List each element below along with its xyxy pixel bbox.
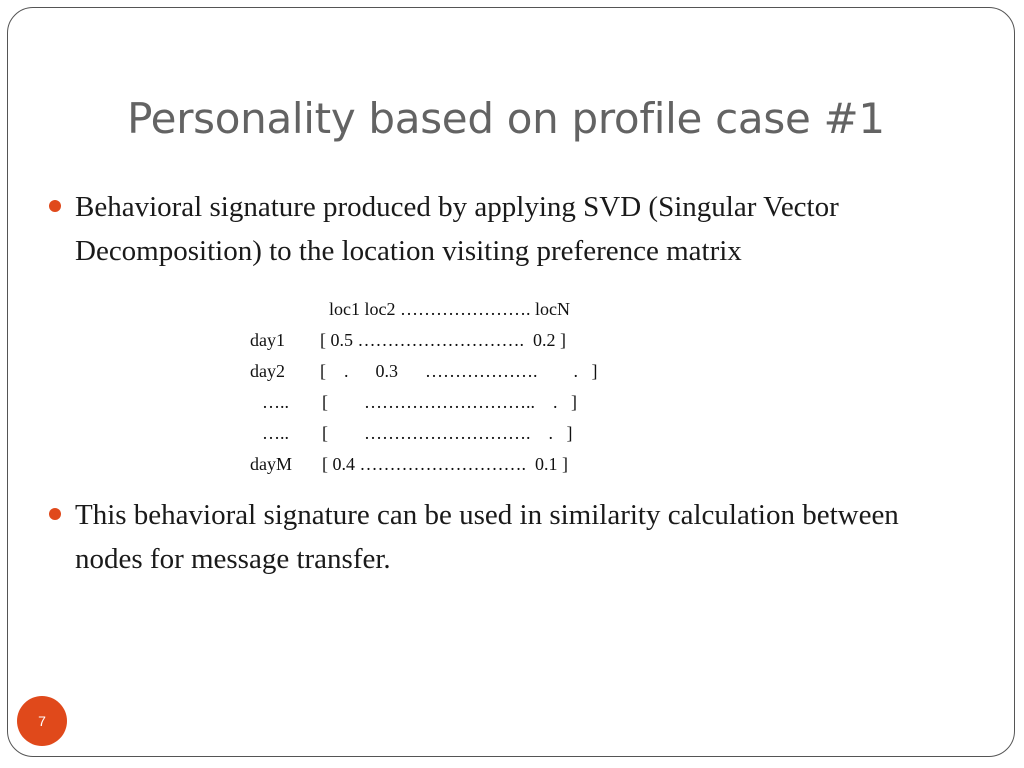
matrix-row-label: ….. xyxy=(262,392,289,412)
bullet-text-1: Behavioral signature produced by applying SVD (Singular Vector Decomposition) to the location visiting preference matrix xyxy=(75,191,839,267)
matrix-row-values: [ ………………………. . ] xyxy=(322,423,573,443)
matrix-row-values: [ ……………………….. . ] xyxy=(322,392,577,412)
slide-title: Personality based on profile case #1 xyxy=(127,94,885,143)
slide-number-badge: 7 xyxy=(17,696,67,746)
matrix-row-label: ….. xyxy=(262,423,289,443)
matrix-row-label: day2 xyxy=(250,361,285,381)
bullet-text-2: This behavioral signature can be used in similarity calculation between nodes for message transfer. xyxy=(75,499,899,575)
matrix-header: loc1 loc2 …………………. locN xyxy=(329,299,570,319)
bullet-item-1 xyxy=(75,185,955,273)
bullet-item-2 xyxy=(75,493,955,581)
matrix-row-values: [ 0.4 ………………………. 0.1 ] xyxy=(322,454,568,474)
bullet-dot-icon xyxy=(49,508,61,520)
matrix-row-values: [ 0.5 ………………………. 0.2 ] xyxy=(320,330,566,350)
bullet-dot-icon xyxy=(49,200,61,212)
matrix-row-label: day1 xyxy=(250,330,285,350)
matrix-row-values: [ . 0.3 ………………. . ] xyxy=(320,361,598,381)
matrix-row-label: dayM xyxy=(250,454,292,474)
